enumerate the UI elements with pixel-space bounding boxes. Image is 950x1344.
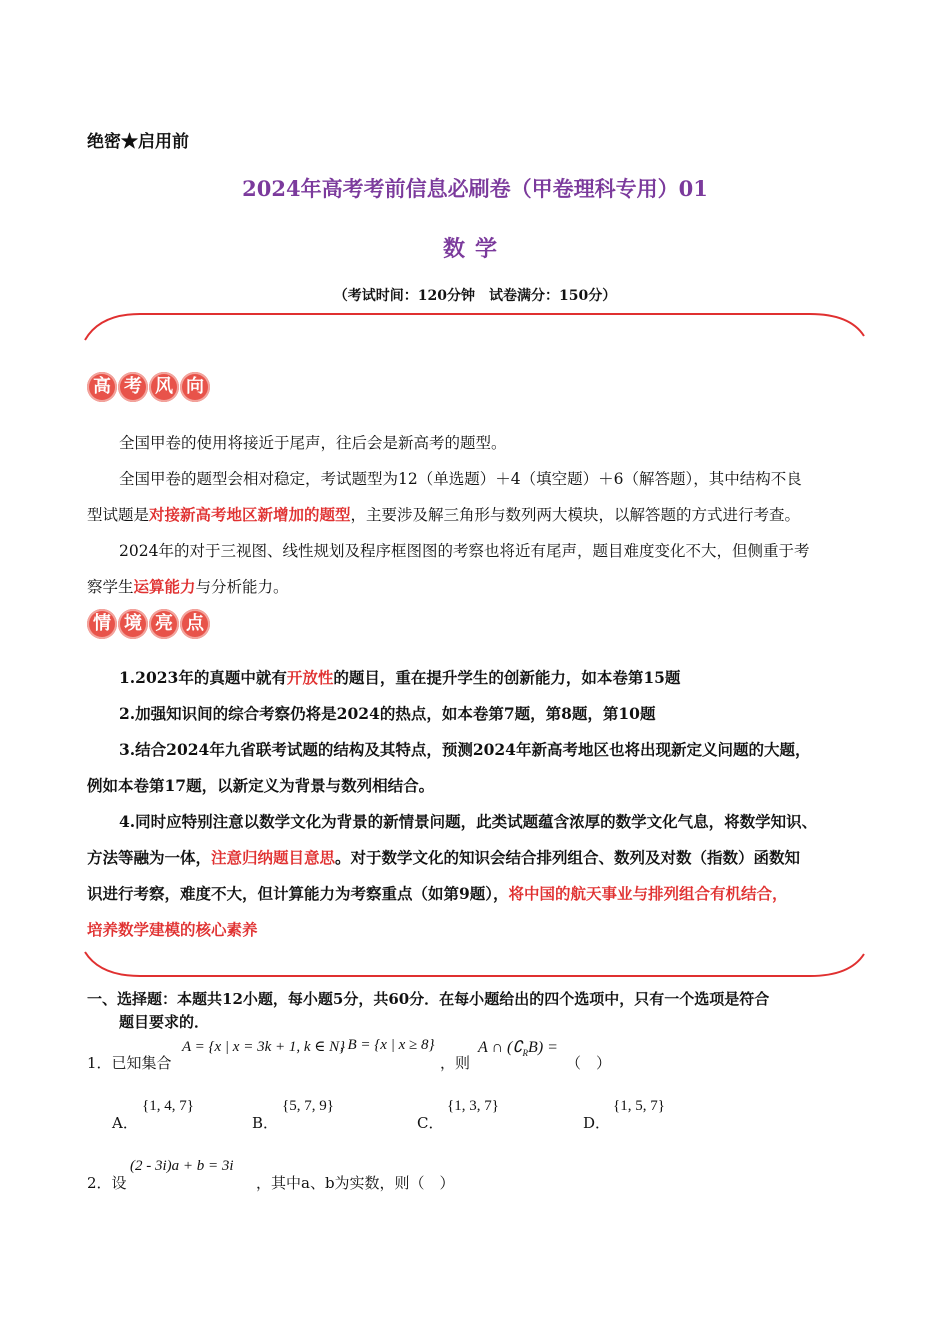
subject-title: 数学 bbox=[442, 236, 507, 262]
question-1-paren: （ ） bbox=[566, 1054, 612, 1072]
q1-option-d-label[interactable]: D． bbox=[583, 1114, 611, 1132]
badge-char: 亮 bbox=[149, 609, 179, 639]
paper-title: 2024年高考考前信息必刷卷（甲卷理科专用）01 bbox=[242, 176, 708, 201]
question-1-expr-sub: R bbox=[522, 1048, 529, 1059]
highlight-3-line2: 例如本卷第17题，以新定义为背景与数列相结合。 bbox=[87, 776, 435, 795]
trend-paragraphs bbox=[87, 425, 865, 605]
question-1-number: 1．已知集合 bbox=[87, 1054, 172, 1072]
section-1-heading bbox=[87, 988, 867, 1034]
q1-option-b-value: {5, 7, 9} bbox=[282, 1098, 334, 1114]
badge-char: 考 bbox=[118, 372, 148, 402]
question-1-expression bbox=[478, 1037, 558, 1058]
question-1-expr-tail: B) = bbox=[528, 1039, 558, 1056]
question-1-then: ，则 bbox=[440, 1054, 471, 1072]
highlight-4-red: 将中国的航天事业与排列组合有机结合， bbox=[508, 884, 788, 903]
badge-exam-trend bbox=[87, 372, 210, 402]
badge-char: 风 bbox=[149, 372, 179, 402]
highlight-4-text: 方法等融为一体， bbox=[87, 848, 212, 867]
highlight-4-red: 注意归纳题目意思 bbox=[211, 848, 336, 867]
question-1-set-a: A = {x | x = 3k + 1, k ∈ N} bbox=[182, 1039, 346, 1055]
badge-char: 情 bbox=[87, 609, 117, 639]
question-2-expression: (2 - 3i)a + b = 3i bbox=[130, 1158, 234, 1174]
trend-p2-highlight: 对接新高考地区新增加的题型 bbox=[149, 505, 351, 524]
highlight-paragraphs bbox=[87, 660, 865, 948]
trend-p1: 全国甲卷的使用将接近于尾声，往后会是新高考的题型。 bbox=[119, 434, 507, 452]
trend-p3-highlight: 运算能力 bbox=[133, 577, 196, 596]
badge-char: 向 bbox=[180, 372, 210, 402]
question-1-expr-main: A ∩ (∁ bbox=[478, 1039, 523, 1056]
q1-option-b-label[interactable]: B． bbox=[252, 1114, 279, 1132]
q1-option-a-value: {1, 4, 7} bbox=[142, 1098, 194, 1114]
highlight-1-text: 1.2023年的真题中就有 bbox=[119, 668, 287, 687]
section-1-heading-line1: 一、选择题：本题共12小题，每小题5分，共60分．在每小题给出的四个选项中，只有一个选项是符合 bbox=[87, 990, 770, 1008]
highlight-2: 2.加强知识间的综合考察仍将是2024的热点，如本卷第7题，第8题，第10题 bbox=[119, 704, 656, 723]
question-1-set-b: , B = {x | x ≥ 8} bbox=[340, 1037, 435, 1053]
q1-option-c-label[interactable]: C． bbox=[417, 1114, 444, 1132]
badge-char: 高 bbox=[87, 372, 117, 402]
q1-option-c-value: {1, 3, 7} bbox=[447, 1098, 499, 1114]
exam-info: （考试时间：120分钟 试卷满分：150分） bbox=[333, 288, 617, 304]
trend-p3-text: 察学生 bbox=[87, 578, 134, 596]
badge-char: 点 bbox=[180, 609, 210, 639]
badge-char: 境 bbox=[118, 609, 148, 639]
highlight-4-line1: 4.同时应特别注意以数学文化为背景的新情景问题，此类试题蕴含浓厚的数学文化气息，将数学知识、 bbox=[119, 812, 818, 831]
highlight-3-line1: 3.结合2024年九省联考试题的结构及其特点，预测2024年新高考地区也将出现新定义问题的大题， bbox=[119, 740, 811, 759]
highlight-1-red: 开放性 bbox=[286, 668, 334, 687]
highlight-4-text: 识进行考察，难度不大，但计算能力为考察重点（如第9题）， bbox=[87, 884, 509, 903]
trend-p2-text: ，主要涉及解三角形与数列两大模块，以解答题的方式进行考查。 bbox=[350, 506, 801, 524]
q1-option-d-value: {1, 5, 7} bbox=[613, 1098, 665, 1114]
trend-p2-text: 型试题是 bbox=[87, 506, 150, 524]
badge-highlights bbox=[87, 609, 210, 639]
question-2-rest: ，其中a、b为实数，则（ ） bbox=[256, 1174, 455, 1192]
confidential-label: 绝密★启用前 bbox=[87, 132, 189, 152]
section-1-heading-line2: 题目要求的． bbox=[119, 1013, 210, 1031]
highlight-4-text: 。对于数学文化的知识会结合排列组合、数列及对数（指数）函数知 bbox=[335, 848, 801, 867]
highlight-1-text: 的题目，重在提升学生的创新能力，如本卷第15题 bbox=[333, 668, 681, 687]
trend-p2-line1: 全国甲卷的题型会相对稳定，考试题型为12（单选题）＋4（填空题）＋6（解答题），其中结构不良 bbox=[119, 470, 802, 488]
question-2-number: 2．设 bbox=[87, 1174, 127, 1192]
highlight-4-red: 培养数学建模的核心素养 bbox=[87, 920, 258, 939]
q1-option-a-label[interactable]: A． bbox=[112, 1114, 138, 1132]
trend-p3-line1: 2024年的对于三视图、线性规划及程序框图图的考察也将近有尾声，题目难度变化不大，但侧重于考 bbox=[119, 542, 810, 560]
trend-p3-text: 与分析能力。 bbox=[195, 578, 289, 596]
